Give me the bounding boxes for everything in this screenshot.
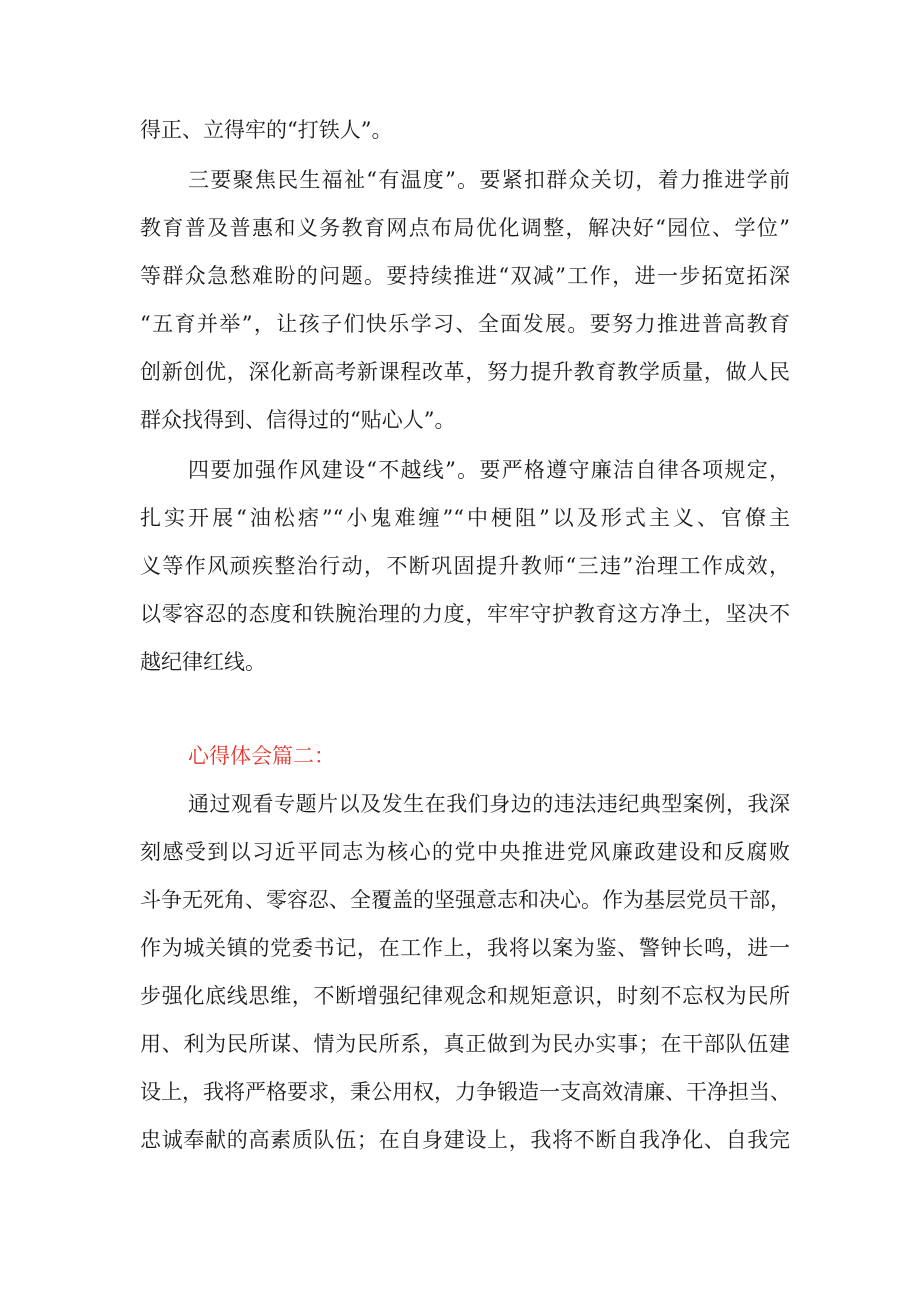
- paragraph-line: 群众找得到、信得过的“贴心人”。: [140, 408, 456, 432]
- paragraph-line: 越纪律红线。: [140, 650, 266, 674]
- paragraph-line: 教育普及普惠和义务教育网点布局优化调整，解决好“园位、学位”: [140, 216, 790, 240]
- paragraph-line: 刻感受到以习近平同志为核心的党中央推进党风廉政建设和反腐败: [140, 840, 790, 864]
- paragraph-line: 三要聚焦民生福祉“有温度”。要紧扣群众关切，着力推进学前: [188, 168, 790, 192]
- paragraph-line: 扎实开展“油松痞”“小鬼难缠”“中梗阻”以及形式主义、官僚主: [140, 506, 790, 530]
- paragraph-line: “五育并举”，让孩子们快乐学习、全面发展。要努力推进普高教育: [140, 312, 790, 336]
- paragraph-line: 斗争无死角、零容忍、全覆盖的坚强意志和决心。作为基层党员干部，: [140, 888, 791, 912]
- paragraph-line: 以零容忍的态度和铁腕治理的力度，牢牢守护教育这方净土，坚决不: [140, 602, 790, 626]
- paragraph-line: 等群众急愁难盼的问题。要持续推进“双减”工作，进一步拓宽拓深: [140, 264, 790, 288]
- paragraph-line: 忠诚奉献的高素质队伍；在自身建设上，我将不断自我净化、自我完: [140, 1128, 790, 1152]
- paragraph-line: 四要加强作风建设“不越线”。要严格遵守廉洁自律各项规定，: [188, 458, 790, 482]
- paragraph-line: 通过观看专题片以及发生在我们身边的违法违纪典型案例，我深: [188, 792, 790, 816]
- paragraph-line: 创新创优，深化新高考新课程改革，努力提升教育教学质量，做人民: [140, 360, 790, 384]
- paragraph-line: 用、利为民所谋、情为民所系，真正做到为民办实事；在干部队伍建: [140, 1032, 790, 1056]
- paragraph-line: 设上，我将严格要求，秉公用权，力争锻造一支高效清廉、干净担当、: [140, 1080, 791, 1104]
- section-heading: 心得体会篇二：: [188, 744, 335, 768]
- paragraph-line: 义等作风顽疾整治行动，不断巩固提升教师“三违”治理工作成效，: [140, 554, 790, 578]
- paragraph-line: 步强化底线思维，不断增强纪律观念和规矩意识，时刻不忘权为民所: [140, 984, 790, 1008]
- paragraph-line: 作为城关镇的党委书记，在工作上，我将以案为鉴、警钟长鸣，进一: [140, 936, 790, 960]
- paragraph-closing-line: 得正、立得牢的“打铁人”。: [140, 118, 393, 142]
